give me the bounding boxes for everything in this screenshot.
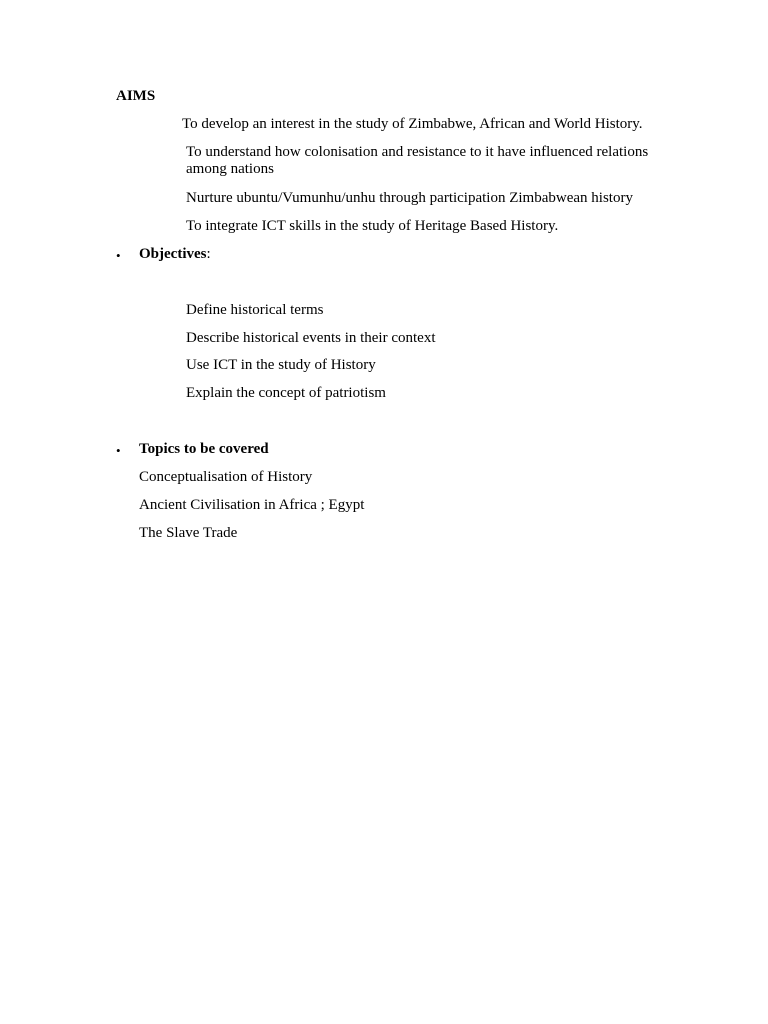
topics-heading: Topics to be covered — [139, 441, 269, 457]
objectives-item-2: Describe historical events in their context — [186, 330, 436, 346]
aims-item-1: To develop an interest in the study of Zimbabwe, African and World History. — [182, 116, 643, 132]
topics-item-1: Conceptualisation of History — [139, 469, 313, 485]
topics-item-3: The Slave Trade — [139, 525, 238, 541]
objectives-item-4: Explain the concept of patriotism — [186, 385, 386, 401]
aims-item-3: Nurture ubuntu/Vumunhu/unhu through participation Zimbabwean history — [186, 190, 633, 206]
aims-heading: AIMS — [116, 88, 156, 104]
aims-item-2: To understand how colonisation and resistance to it have influenced relations among nations — [186, 144, 649, 177]
topics-item-2: Ancient Civilisation in Africa ; Egypt — [139, 497, 365, 513]
objectives-heading-line — [139, 246, 211, 263]
objectives-bullet: • — [116, 248, 121, 263]
objectives-item-3: Use ICT in the study of History — [186, 357, 376, 373]
aims-item-4: To integrate ICT skills in the study of Heritage Based History. — [186, 218, 559, 234]
objectives-heading-suffix: : — [206, 246, 211, 262]
objectives-heading: Objectives — [139, 246, 207, 262]
objectives-item-1: Define historical terms — [186, 302, 324, 318]
topics-bullet: • — [116, 443, 121, 458]
